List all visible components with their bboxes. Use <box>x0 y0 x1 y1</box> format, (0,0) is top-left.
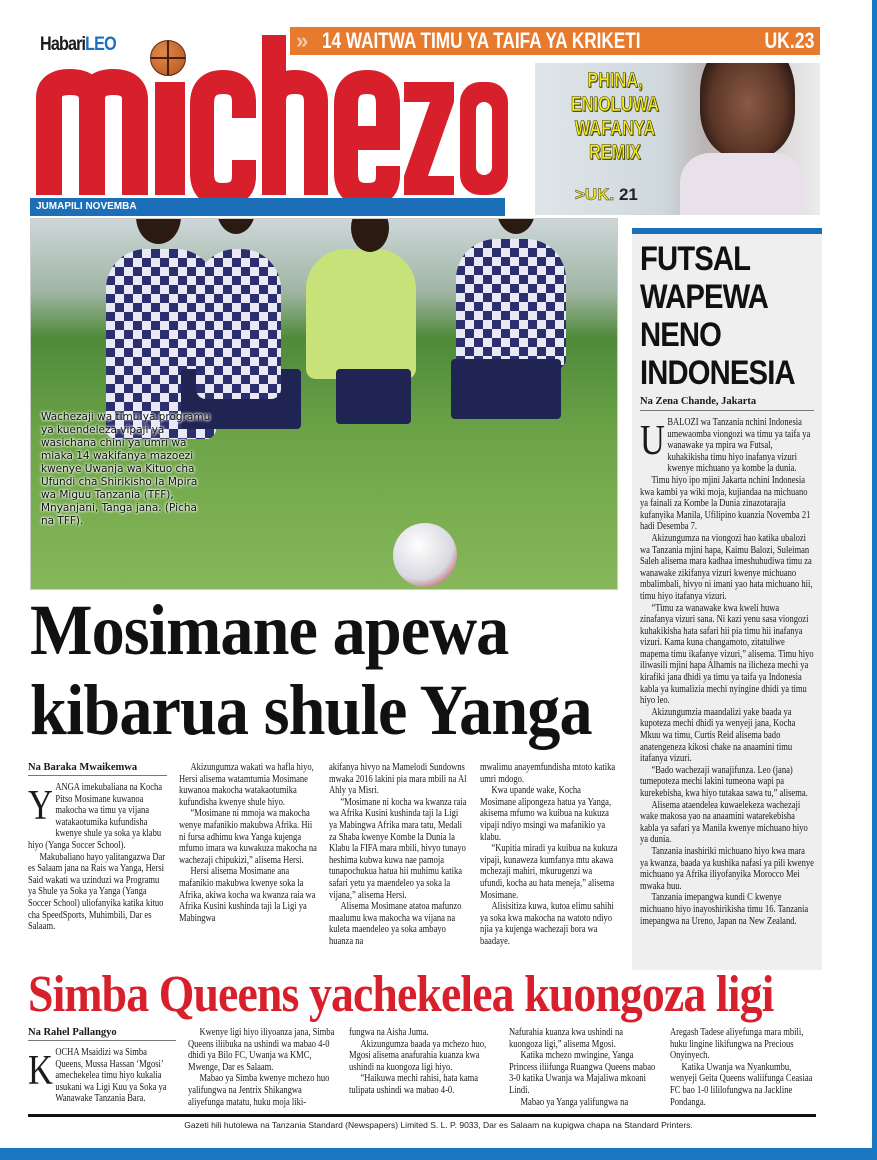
column-text <box>509 1027 657 1108</box>
paragraph: Akizungumza baada ya mchezo huo, Mgosi alisema anafurahia kuanza kwa ushindi na kuongoza ligi hiyo. <box>348 1038 486 1073</box>
promo-page <box>575 185 638 205</box>
player-figure <box>306 249 416 379</box>
masthead-letter-z <box>404 82 454 195</box>
paragraph: fungwa na Aisha Juma. <box>348 1027 429 1038</box>
column <box>329 762 468 948</box>
paragraph: Akizungumza na viongozi hao katika ubalozi wa Tanzania mjini hapa, Kaimu Balozi, Suleiman Saleh alisema mara kadhaa imeshuhudiwa timu za wanawake zikifanya vizuri kwenye michuano mbalimbali, hivyo ni imani yao hata michuano hii, timu hiyo itafanya vizuri. <box>640 532 813 602</box>
footer-rule <box>28 1114 816 1117</box>
promo-page-num: 21 <box>618 185 638 204</box>
paragraph: Akizungumzia maandalizi yake baada ya kupoteza mechi dhidi ya wenyeji jana, Kocha Mkuu wa timu, Curtis Reid alisema bado anatengeneza kikosi chake na anaamini timu itafanya vizuri. <box>640 706 796 765</box>
column-text <box>179 762 317 924</box>
headline-line: NENO <box>640 316 722 354</box>
paragraph: “Bado wachezaji wanajifunza. Leo (jana) tumepoteza mechi lakini tumeona wapi pa kurekebisha, kwa hiyo tutakaa sawa tu,” alisema. <box>640 764 808 799</box>
player-head <box>136 218 181 244</box>
drop-cap: U <box>640 418 665 464</box>
paragraph: Mabao ya Simba kwenye mchezo huo yalifungwa na Jentrix Shikangwa aliyefunga matatu, huku moja liki- <box>188 1073 330 1108</box>
paragraph: Kwa upande wake, Kocha Mosimane alipongeza hatua ya Yanga, akisema mfumo wa kuibua na kukuza vipaji ndiyo msingi wa mafanikio ya klabu. <box>479 785 611 843</box>
paragraph: Mabao ya Yanga yalifungwa na <box>520 1096 629 1108</box>
paragraph: Kwenye ligi hiyo iliyoanza jana, Simba Queens iliibuka na ushindi wa mabao 4-0 dhidi ya Bilo FC, Uwanja wa KMC, Mwenge, Dar es Salaam. <box>188 1027 335 1073</box>
masthead-letter-e <box>346 82 388 195</box>
promo-page-prefix: >UK. <box>575 185 615 204</box>
column-text <box>28 1047 176 1105</box>
brand-logo <box>40 34 116 56</box>
headline-line: WAPEWA <box>640 278 769 316</box>
paragraph: Nafurahia kuanza kwa ushindi na kuongoza ligi,” alisema Mgosi. <box>509 1027 624 1050</box>
masthead-letter-h <box>274 35 316 195</box>
player-head <box>216 218 256 234</box>
masthead-letter-c <box>202 82 244 195</box>
player-head <box>351 218 389 252</box>
paragraph: Akizungumza wakati wa hafla hiyo, Hersi alisema watamtumia Mosimane kuwanoa makocha watakaotumika kufundisha kwenye shule hiyo. <box>178 762 314 808</box>
date-bar: JUMAPILI NOVEMBA <box>30 198 505 216</box>
column-text <box>670 1027 818 1108</box>
promo-line: WAFANYA <box>574 117 656 140</box>
column <box>28 762 167 948</box>
sidebar-byline: Na Zena Chande, Jakarta <box>640 396 814 411</box>
brand-suffix: LEO <box>85 34 116 55</box>
banner-page: UK.23 <box>764 28 814 53</box>
paragraph: akifanya hivyo na Mamelodi Sundowns mwaka 2016 lakini pia mara mbili na Al Ahly ya Misri. <box>329 762 467 797</box>
player-shorts <box>451 359 561 419</box>
paragraph: OCHA Msaidizi wa Simba Queens, Mussa Hassan ‘Mgosi’ amechekelea timu hiyo kukalia usukani wa Ligi Kuu ya Soka ya Wanawake Tanzania Bara. <box>55 1047 167 1105</box>
sidebar-headline <box>640 240 846 392</box>
paragraph: “Haikuwa mechi rahisi, hata kama tulipata ushindi wa mabao 4-0. <box>348 1073 478 1096</box>
banner-text: 14 WAITWA TIMU YA TAIFA YA KRIKETI <box>322 28 641 53</box>
main-photo <box>30 218 618 590</box>
paragraph: “Mosimane ni kocha wa kwanza raia wa Afrika Kusini kushinda taji la Ligi ya Mabingwa Afrika mara tatu, Medali za Shaba kwenye Kombe la Dunia la Klabu la FIFA mara mbili, hivyo tunayo heshima kubwa kuwa nae pamoja tunapochukua hatua hii muhimu katika safari yetu ya maendeleo ya soka la vijana,” alisema Hersi. <box>329 796 467 901</box>
basketball-icon <box>150 40 186 76</box>
paragraph: Tanzania inashiriki michuano hiyo kwa mara ya kwanza, baada ya kushika nafasi ya pili kwenye michuano ya Afrika iliyofanyika Morocco Mei mwaka huu. <box>640 845 814 892</box>
headline-line: FUTSAL <box>640 240 751 278</box>
column <box>188 1027 336 1108</box>
paragraph: Hersi alisema Mosimane ana mafanikio makubwa kwenye soka la Afrika, akiwa kocha wa kwanza raia wa Afrika Kusini kushinda taji la Ligi ya Mabingwa <box>178 866 315 924</box>
paragraph: Timu hiyo ipo mjini Jakarta nchini Indonesia kwa kambi ya wiki moja, kujiandaa na michuano ya fainali za Kombe la Dunia zinazotarajia kufanyika Manila, Ufilipino kuanzia Novemba 21 hadi Desemba 7. <box>640 474 811 533</box>
promo-headline <box>535 69 695 165</box>
column <box>509 1027 657 1108</box>
column-text <box>480 762 618 948</box>
promo-line: PHINA, <box>587 69 643 92</box>
masthead-letter-o-counter <box>476 102 492 175</box>
promo-line: ENIOLUWA <box>570 93 660 116</box>
paragraph: “Timu za wanawake kwa kweli huwa zinafanya vizuri sana. Ni kazi yenu sasa viongozi kuhakikisha hata safari hii pia timu hii inafanya vizuri. Kama kuna changamoto, zitatuliwe mapema timu ikafanye vizuri,” alisema. Timu hiyo iliwasili mjini hapa Alhamis na ilicheza mechi ya kirafiki jana dhidi ya timu ya taifa ya Indonesia kabla ya kumalizia mechi nyingine dhidi ya timu hiyo leo. <box>640 602 814 707</box>
player-shorts <box>336 369 411 424</box>
simba-story-body <box>28 1027 818 1108</box>
promo-line: REMIX <box>589 141 641 164</box>
column-text <box>28 782 166 933</box>
column <box>480 762 619 948</box>
player-figure <box>456 239 566 369</box>
promo-photo-dress <box>680 153 805 215</box>
paragraph: Makubaliano hayo yalitangazwa Dar es Salaam jana na Rais wa Yanga, Hersi Said wakati wa uzinduzi wa Programu ya Shule ya Soka ya Yanga (Yanga Soccer School) uliofanyika katika kituo cha SpeedSports, Muhimbili, Dar es Salaam. <box>28 851 166 933</box>
drop-cap: Y <box>28 783 53 829</box>
publisher-footer: Gazeti hili hutolewa na Tanzania Standard (Newspapers) Limited S. L. P. 9033, Dar es Salaam na kupigwa chapa na Standard Printers. <box>184 1120 693 1130</box>
simba-headline: Simba Queens yachekelea kuongoza ligi <box>28 966 774 1023</box>
promo-photo <box>700 63 795 158</box>
byline: Na Rahel Pallangyo <box>28 1027 176 1041</box>
column <box>349 1027 497 1108</box>
main-headline: Mosimane apewa kibarua shule Yanga <box>30 590 592 750</box>
paragraph: BALOZI wa Tanzania nchini Indonesia umewaomba viongozi wa timu ya taifa ya wanawake ya mpira wa Futsal, kuhakikisha timu hiyo inafanya vizuri kwenye michuano ya kombe la dunia. <box>667 417 811 475</box>
drop-cap: K <box>28 1048 53 1094</box>
bottom-bar <box>0 1148 877 1160</box>
column-text <box>349 1027 497 1097</box>
paragraph: ANGA imekubaliana na Kocha Pitso Mosimane kuwanoa makocha wa timu ya vijana watakaotumika kufundisha kwenye shule ya soka ya klabu hiyo (Yanga Soccer School). <box>28 782 163 851</box>
masthead-letter-m <box>49 82 135 195</box>
photo-caption: Wachezaji wa timu ya programu ya kuendeleza vipaji ya wasichana chini ya umri wa miaka 14 wakifanya mazoezi kwenye Uwanja wa Kituo cha Ufundi cha Shirikisho la Mpira wa Miguu Tanzania (TFF), Mnyanjani, Tanga jana. (Picha na TFF). <box>41 411 211 527</box>
paragraph: “Mosimane ni mmoja wa makocha wenye mafanikio makubwa Afrika. Hii ni fursa adhimu kwa Yanga kujenga mfumo imara wa kuwakuza makocha na wachezaji chipukizi,” alisema Hersi. <box>178 808 317 866</box>
player-figure <box>196 249 281 399</box>
paragraph: Alisema ataendelea kuwaelekeza wachezaji wake makosa yao na anaamini watarekebisha kabla ya safari ya Manila kwenye michuano hiyo ya dunia. <box>640 799 808 846</box>
headline-line: INDONESIA <box>640 354 795 392</box>
paragraph: Tanzania imepangwa kundi C kwenye michuano hiyo inayoshirikisha timu 16. Tanzania imepangwa na Ureno, Japan na New Zealand. <box>640 892 809 927</box>
top-banner-link[interactable] <box>290 27 820 55</box>
paragraph: Katika Uwanja wa Nyankumbu, wenyeji Geita Queens waliifunga Ceasiaa FC bao 1-0 lililofungwa na Jackline Pondanga. <box>669 1061 813 1108</box>
paragraph: mwalimu anayemfundisha mtoto katika umri mdogo. <box>479 762 615 785</box>
promo-box[interactable] <box>535 63 820 215</box>
column <box>670 1027 818 1108</box>
paragraph: Alisema Mosimane atatoa mafunzo maalumu kwa makocha wa vijana na kuleta maendeleo ya soka ambayo huanza na <box>329 901 462 947</box>
main-story-body <box>28 762 618 948</box>
page-border <box>872 0 877 1160</box>
chevron-right-icon: » <box>296 28 309 53</box>
column <box>179 762 318 948</box>
paragraph: Katika mchezo mwingine, Yanga Princess iliifunga Ruangwa Queens mabao 3-0 katika Uwanja wa Majaliwa mkoani Lindi. <box>509 1050 656 1096</box>
masthead-letter-i <box>155 82 185 195</box>
brand-prefix: Habari <box>40 34 86 55</box>
column-text <box>188 1027 336 1108</box>
column-text <box>329 762 467 948</box>
paragraph: Alisisitiza kuwa, kutoa elimu sahihi ya soka kwa makocha na watoto ndiyo njia ya kujenga wachezaji bora wa baadaye. <box>479 901 614 947</box>
player-head <box>496 218 536 234</box>
paragraph: Aregash Tadese aliyefunga mara mbili, huku lingine likifungwa na Precious Onyinyech. <box>669 1027 804 1062</box>
byline: Na Baraka Mwaikemwa <box>28 762 167 776</box>
column <box>28 1027 176 1108</box>
paragraph: “Kupitia miradi ya kuibua na kukuza vipaji, kunaweza kumfanya mtu akawa mchezaji mahiri, mkurugenzi wa ufundi, kocha au hata meneja,” alisema Mosimane. <box>479 843 618 901</box>
soccer-ball <box>393 523 457 587</box>
